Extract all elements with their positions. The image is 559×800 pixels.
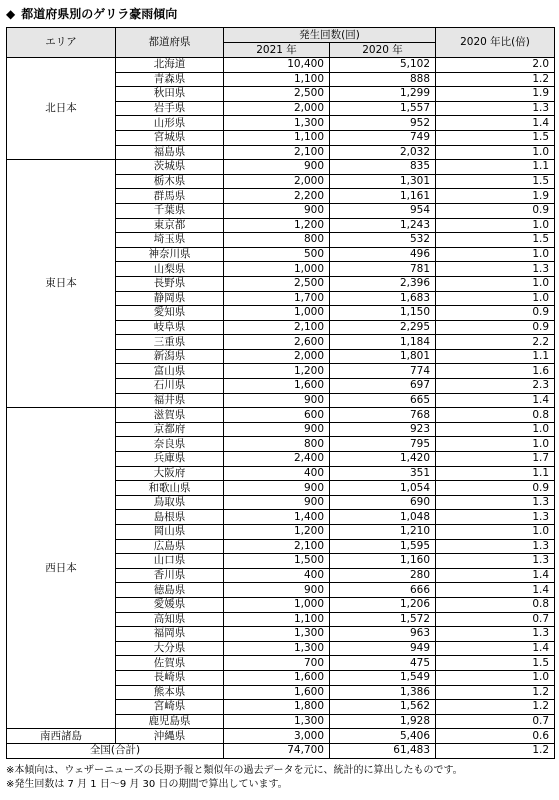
count-2021-cell: 1,200: [224, 525, 330, 540]
ratio-cell: 1.0: [436, 145, 555, 160]
count-2020-cell: 1,048: [330, 510, 436, 525]
prefecture-cell: 石川県: [116, 379, 224, 394]
count-2020-cell: 1,801: [330, 349, 436, 364]
count-2021-cell: 1,400: [224, 510, 330, 525]
table-row: [7, 729, 555, 744]
footnote-2: ※発生回数は 7 月 1 日～9 月 30 日の期間で算出しています。: [6, 779, 288, 790]
count-2020-cell: 496: [330, 247, 436, 262]
count-2020-cell: 1,683: [330, 291, 436, 306]
prefecture-cell: 岐阜県: [116, 320, 224, 335]
count-2021-cell: 1,000: [224, 306, 330, 321]
count-2021-cell: 900: [224, 393, 330, 408]
total-2021-cell: 74,700: [224, 743, 330, 758]
ratio-cell: 1.1: [436, 349, 555, 364]
count-2021-cell: 1,200: [224, 364, 330, 379]
prefecture-cell: 福島県: [116, 145, 224, 160]
ratio-cell: 1.0: [436, 437, 555, 452]
ratio-cell: 1.4: [436, 116, 555, 131]
prefecture-cell: 京都府: [116, 422, 224, 437]
ratio-cell: 0.7: [436, 612, 555, 627]
count-2021-cell: 700: [224, 656, 330, 671]
count-2021-cell: 900: [224, 203, 330, 218]
count-2020-cell: 1,549: [330, 670, 436, 685]
prefecture-cell: 長崎県: [116, 670, 224, 685]
prefecture-cell: 鳥取県: [116, 495, 224, 510]
header-prefecture: 都道府県: [116, 28, 224, 58]
area-cell: 西日本: [7, 408, 116, 729]
count-2020-cell: 949: [330, 641, 436, 656]
count-2020-cell: 5,102: [330, 58, 436, 73]
count-2020-cell: 1,595: [330, 539, 436, 554]
ratio-cell: 1.3: [436, 495, 555, 510]
count-2020-cell: 774: [330, 364, 436, 379]
count-2021-cell: 900: [224, 160, 330, 175]
ratio-cell: 1.5: [436, 130, 555, 145]
total-ratio-cell: 1.2: [436, 743, 555, 758]
count-2020-cell: 1,420: [330, 452, 436, 467]
ratio-cell: 1.2: [436, 700, 555, 715]
count-2020-cell: 1,572: [330, 612, 436, 627]
count-2021-cell: 1,300: [224, 116, 330, 131]
count-2021-cell: 900: [224, 495, 330, 510]
count-2020-cell: 1,299: [330, 87, 436, 102]
footnotes: [6, 764, 554, 792]
count-2020-cell: 475: [330, 656, 436, 671]
ratio-cell: 0.8: [436, 597, 555, 612]
total-label: 全国(合計): [7, 743, 224, 758]
ratio-cell: 1.7: [436, 452, 555, 467]
ratio-cell: 1.5: [436, 233, 555, 248]
count-2021-cell: 1,300: [224, 627, 330, 642]
count-2021-cell: 1,000: [224, 262, 330, 277]
ratio-cell: 1.3: [436, 262, 555, 277]
count-2021-cell: 2,100: [224, 145, 330, 160]
count-2020-cell: 351: [330, 466, 436, 481]
count-2021-cell: 2,400: [224, 452, 330, 467]
prefecture-cell: 和歌山県: [116, 481, 224, 496]
count-2020-cell: 952: [330, 116, 436, 131]
ratio-cell: 1.0: [436, 218, 555, 233]
count-2020-cell: 795: [330, 437, 436, 452]
count-2021-cell: 2,500: [224, 276, 330, 291]
count-2021-cell: 400: [224, 466, 330, 481]
prefecture-cell: 富山県: [116, 364, 224, 379]
count-2020-cell: 1,054: [330, 481, 436, 496]
prefecture-cell: 新潟県: [116, 349, 224, 364]
prefecture-cell: 愛知県: [116, 306, 224, 321]
count-2020-cell: 665: [330, 393, 436, 408]
count-2021-cell: 2,500: [224, 87, 330, 102]
ratio-cell: 1.3: [436, 510, 555, 525]
prefecture-cell: 兵庫県: [116, 452, 224, 467]
count-2021-cell: 1,600: [224, 685, 330, 700]
count-2021-cell: 900: [224, 583, 330, 598]
count-2020-cell: 1,557: [330, 101, 436, 116]
ratio-cell: 1.3: [436, 554, 555, 569]
table-body: [7, 58, 555, 759]
count-2021-cell: 1,300: [224, 714, 330, 729]
ratio-cell: 1.0: [436, 525, 555, 540]
count-2020-cell: 280: [330, 568, 436, 583]
prefecture-cell: 香川県: [116, 568, 224, 583]
ratio-cell: 1.5: [436, 174, 555, 189]
header-2020: 2020 年: [330, 43, 436, 58]
guerrilla-rain-table: [6, 27, 555, 759]
count-2021-cell: 900: [224, 481, 330, 496]
count-2021-cell: 1,600: [224, 670, 330, 685]
count-2020-cell: 2,396: [330, 276, 436, 291]
ratio-cell: 1.1: [436, 160, 555, 175]
ratio-cell: 0.6: [436, 729, 555, 744]
count-2021-cell: 2,000: [224, 174, 330, 189]
ratio-cell: 1.3: [436, 627, 555, 642]
ratio-cell: 0.9: [436, 203, 555, 218]
prefecture-cell: 長野県: [116, 276, 224, 291]
count-2021-cell: 800: [224, 233, 330, 248]
ratio-cell: 0.9: [436, 306, 555, 321]
prefecture-cell: 山形県: [116, 116, 224, 131]
ratio-cell: 1.4: [436, 583, 555, 598]
ratio-cell: 1.4: [436, 641, 555, 656]
prefecture-cell: 島根県: [116, 510, 224, 525]
total-2020-cell: 61,483: [330, 743, 436, 758]
prefecture-cell: 沖縄県: [116, 729, 224, 744]
count-2020-cell: 768: [330, 408, 436, 423]
prefecture-cell: 三重県: [116, 335, 224, 350]
count-2021-cell: 1,000: [224, 597, 330, 612]
ratio-cell: 1.3: [436, 539, 555, 554]
prefecture-cell: 愛媛県: [116, 597, 224, 612]
count-2020-cell: 1,160: [330, 554, 436, 569]
header-ratio: 2020 年比(倍): [436, 28, 555, 58]
prefecture-cell: 岩手県: [116, 101, 224, 116]
count-2021-cell: 2,000: [224, 349, 330, 364]
count-2020-cell: 749: [330, 130, 436, 145]
count-2020-cell: 690: [330, 495, 436, 510]
prefecture-cell: 高知県: [116, 612, 224, 627]
header-count-group: 発生回数(回): [224, 28, 436, 43]
count-2021-cell: 400: [224, 568, 330, 583]
count-2020-cell: 1,210: [330, 525, 436, 540]
ratio-cell: 2.3: [436, 379, 555, 394]
count-2021-cell: 800: [224, 437, 330, 452]
prefecture-cell: 秋田県: [116, 87, 224, 102]
prefecture-cell: 福井県: [116, 393, 224, 408]
ratio-cell: 0.7: [436, 714, 555, 729]
count-2020-cell: 923: [330, 422, 436, 437]
ratio-cell: 1.4: [436, 568, 555, 583]
ratio-cell: 1.0: [436, 670, 555, 685]
count-2020-cell: 888: [330, 72, 436, 87]
prefecture-cell: 山梨県: [116, 262, 224, 277]
prefecture-cell: 宮城県: [116, 130, 224, 145]
prefecture-cell: 山口県: [116, 554, 224, 569]
page-title: [6, 6, 177, 22]
prefecture-cell: 徳島県: [116, 583, 224, 598]
count-2021-cell: 1,500: [224, 554, 330, 569]
count-2021-cell: 2,600: [224, 335, 330, 350]
count-2021-cell: 1,100: [224, 72, 330, 87]
ratio-cell: 0.9: [436, 320, 555, 335]
prefecture-cell: 鹿児島県: [116, 714, 224, 729]
count-2021-cell: 1,200: [224, 218, 330, 233]
ratio-cell: 2.2: [436, 335, 555, 350]
count-2021-cell: 600: [224, 408, 330, 423]
prefecture-cell: 茨城県: [116, 160, 224, 175]
count-2020-cell: 963: [330, 627, 436, 642]
ratio-cell: 1.0: [436, 291, 555, 306]
prefecture-cell: 北海道: [116, 58, 224, 73]
table-header: [7, 28, 555, 58]
count-2021-cell: 1,100: [224, 612, 330, 627]
ratio-cell: 1.5: [436, 656, 555, 671]
count-2021-cell: 500: [224, 247, 330, 262]
table-row: [7, 160, 555, 175]
count-2020-cell: 781: [330, 262, 436, 277]
count-2020-cell: 1,562: [330, 700, 436, 715]
count-2021-cell: 1,800: [224, 700, 330, 715]
ratio-cell: 1.0: [436, 247, 555, 262]
count-2020-cell: 1,150: [330, 306, 436, 321]
ratio-cell: 1.2: [436, 72, 555, 87]
count-2020-cell: 1,386: [330, 685, 436, 700]
count-2020-cell: 697: [330, 379, 436, 394]
ratio-cell: 1.0: [436, 276, 555, 291]
count-2020-cell: 2,295: [330, 320, 436, 335]
prefecture-cell: 佐賀県: [116, 656, 224, 671]
count-2020-cell: 5,406: [330, 729, 436, 744]
count-2020-cell: 1,161: [330, 189, 436, 204]
table-row: [7, 408, 555, 423]
prefecture-cell: 宮崎県: [116, 700, 224, 715]
count-2021-cell: 2,100: [224, 320, 330, 335]
count-2020-cell: 1,206: [330, 597, 436, 612]
ratio-cell: 1.9: [436, 87, 555, 102]
prefecture-cell: 広島県: [116, 539, 224, 554]
footnote-1: ※本傾向は、ウェザーニューズの長期予報と類似年の過去データを元に、統計的に算出したものです。: [6, 765, 463, 776]
prefecture-cell: 東京都: [116, 218, 224, 233]
total-row: [7, 743, 555, 758]
count-2021-cell: 2,000: [224, 101, 330, 116]
prefecture-cell: 奈良県: [116, 437, 224, 452]
prefecture-cell: 群馬県: [116, 189, 224, 204]
prefecture-cell: 福岡県: [116, 627, 224, 642]
ratio-cell: 2.0: [436, 58, 555, 73]
area-cell: 南西諸島: [7, 729, 116, 744]
count-2020-cell: 666: [330, 583, 436, 598]
prefecture-cell: 大分県: [116, 641, 224, 656]
count-2020-cell: 1,301: [330, 174, 436, 189]
ratio-cell: 1.4: [436, 393, 555, 408]
count-2020-cell: 954: [330, 203, 436, 218]
ratio-cell: 1.6: [436, 364, 555, 379]
table-row: [7, 58, 555, 73]
ratio-cell: 1.2: [436, 685, 555, 700]
count-2021-cell: 10,400: [224, 58, 330, 73]
count-2021-cell: 900: [224, 422, 330, 437]
header-area: エリア: [7, 28, 116, 58]
count-2020-cell: 1,184: [330, 335, 436, 350]
count-2021-cell: 1,600: [224, 379, 330, 394]
header-2021: 2021 年: [224, 43, 330, 58]
ratio-cell: 1.0: [436, 422, 555, 437]
area-cell: 東日本: [7, 160, 116, 408]
prefecture-cell: 千葉県: [116, 203, 224, 218]
prefecture-cell: 青森県: [116, 72, 224, 87]
title-text: 都道府県別のゲリラ豪雨傾向: [21, 7, 178, 21]
count-2020-cell: 1,928: [330, 714, 436, 729]
count-2020-cell: 1,243: [330, 218, 436, 233]
count-2021-cell: 1,300: [224, 641, 330, 656]
prefecture-cell: 岡山県: [116, 525, 224, 540]
count-2021-cell: 1,700: [224, 291, 330, 306]
ratio-cell: 0.8: [436, 408, 555, 423]
count-2021-cell: 3,000: [224, 729, 330, 744]
prefecture-cell: 埼玉県: [116, 233, 224, 248]
ratio-cell: 1.9: [436, 189, 555, 204]
count-2021-cell: 1,100: [224, 130, 330, 145]
count-2021-cell: 2,100: [224, 539, 330, 554]
diamond-icon: ◆: [6, 7, 16, 21]
count-2020-cell: 2,032: [330, 145, 436, 160]
count-2020-cell: 532: [330, 233, 436, 248]
ratio-cell: 1.3: [436, 101, 555, 116]
prefecture-cell: 静岡県: [116, 291, 224, 306]
count-2020-cell: 835: [330, 160, 436, 175]
count-2021-cell: 2,200: [224, 189, 330, 204]
prefecture-cell: 神奈川県: [116, 247, 224, 262]
area-cell: 北日本: [7, 58, 116, 160]
prefecture-cell: 栃木県: [116, 174, 224, 189]
prefecture-cell: 滋賀県: [116, 408, 224, 423]
ratio-cell: 0.9: [436, 481, 555, 496]
prefecture-cell: 熊本県: [116, 685, 224, 700]
ratio-cell: 1.1: [436, 466, 555, 481]
prefecture-cell: 大阪府: [116, 466, 224, 481]
